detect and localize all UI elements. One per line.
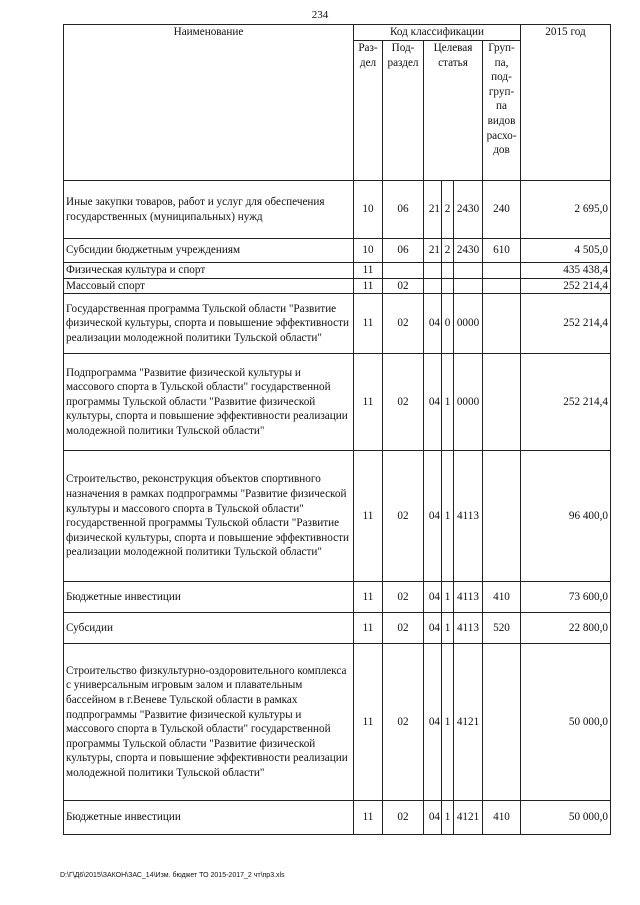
row-subsection: 02 (383, 451, 424, 582)
row-target-code: 4113 (454, 613, 483, 644)
row-amount: 96 400,0 (521, 451, 611, 582)
row-section: 11 (354, 451, 383, 582)
row-amount: 252 214,4 (521, 278, 611, 294)
table-row (64, 181, 611, 239)
row-name: Строительство, реконструкция объектов спортивного назначения в рамках подпрограммы "Развитие физической культуры и массового спорта в Тульской области" государственной программы Тульской области "Развитие физической культуры, спорта и повышение эффективности реализации молодежной политики Тульской области" (64, 451, 354, 582)
row-target-program: 04 (424, 582, 442, 613)
table-row (64, 354, 611, 451)
row-target-code (454, 263, 483, 279)
row-subsection (383, 263, 424, 279)
row-amount: 435 438,4 (521, 263, 611, 279)
table-row (64, 278, 611, 294)
row-target-program: 04 (424, 294, 442, 354)
file-path-footer: D:\Г\Д6\2015\ЗАКОН\ЗАС_14\Изм. бюджет ТО 2015-2017_2 чт\пр3.xls (60, 872, 285, 879)
header-year: 2015 год (521, 25, 611, 181)
row-target-program: 04 (424, 801, 442, 835)
table-row (64, 613, 611, 644)
row-subsection: 02 (383, 644, 424, 801)
row-section: 11 (354, 582, 383, 613)
row-section: 11 (354, 294, 383, 354)
row-expense-group (483, 263, 521, 279)
budget-table (63, 24, 611, 835)
row-target-code: 4121 (454, 644, 483, 801)
row-amount: 252 214,4 (521, 354, 611, 451)
row-expense-group: 410 (483, 582, 521, 613)
table-row (64, 451, 611, 582)
row-amount: 50 000,0 (521, 644, 611, 801)
header-target-item: Целевая статья (424, 41, 483, 181)
row-expense-group (483, 278, 521, 294)
row-target-subprogram: 1 (442, 613, 454, 644)
row-subsection: 02 (383, 278, 424, 294)
row-subsection: 06 (383, 239, 424, 263)
row-target-subprogram: 1 (442, 801, 454, 835)
row-target-subprogram (442, 263, 454, 279)
row-section: 11 (354, 613, 383, 644)
row-name: Субсидии (64, 613, 354, 644)
table-row (64, 644, 611, 801)
row-target-code: 4113 (454, 451, 483, 582)
row-target-program: 21 (424, 239, 442, 263)
table-row (64, 294, 611, 354)
header-expense-group: Груп- па, под- груп- па видов расхо- дов (483, 41, 521, 181)
row-subsection: 02 (383, 354, 424, 451)
row-target-code: 0000 (454, 294, 483, 354)
header-code-group: Код классификации (354, 25, 521, 41)
row-amount: 50 000,0 (521, 801, 611, 835)
row-name: Физическая культура и спорт (64, 263, 354, 279)
row-section: 10 (354, 239, 383, 263)
row-target-program: 04 (424, 613, 442, 644)
row-target-code: 2430 (454, 239, 483, 263)
row-name: Массовый спорт (64, 278, 354, 294)
row-expense-group (483, 294, 521, 354)
row-amount: 4 505,0 (521, 239, 611, 263)
table-row (64, 263, 611, 279)
row-target-code: 0000 (454, 354, 483, 451)
row-expense-group: 520 (483, 613, 521, 644)
row-target-subprogram: 2 (442, 181, 454, 239)
row-target-subprogram: 1 (442, 451, 454, 582)
row-amount: 2 695,0 (521, 181, 611, 239)
table-header (64, 25, 611, 181)
row-target-subprogram (442, 278, 454, 294)
row-expense-group (483, 644, 521, 801)
row-amount: 252 214,4 (521, 294, 611, 354)
row-target-program (424, 278, 442, 294)
header-section: Раз- дел (354, 41, 383, 181)
row-target-subprogram: 2 (442, 239, 454, 263)
header-name: Наименование (64, 25, 354, 181)
row-target-subprogram: 1 (442, 644, 454, 801)
table-row (64, 239, 611, 263)
row-target-code: 4121 (454, 801, 483, 835)
row-expense-group: 610 (483, 239, 521, 263)
row-name: Бюджетные инвестиции (64, 582, 354, 613)
table-row (64, 582, 611, 613)
row-subsection: 02 (383, 294, 424, 354)
row-target-subprogram: 1 (442, 354, 454, 451)
table-row (64, 801, 611, 835)
row-amount: 22 800,0 (521, 613, 611, 644)
row-expense-group (483, 451, 521, 582)
row-section: 11 (354, 263, 383, 279)
row-subsection: 06 (383, 181, 424, 239)
row-target-program: 04 (424, 354, 442, 451)
header-subsection: Под- раздел (383, 41, 424, 181)
row-section: 11 (354, 354, 383, 451)
row-subsection: 02 (383, 801, 424, 835)
row-target-code: 4113 (454, 582, 483, 613)
row-section: 11 (354, 644, 383, 801)
row-target-code (454, 278, 483, 294)
row-target-subprogram: 1 (442, 582, 454, 613)
row-target-program: 04 (424, 644, 442, 801)
row-target-program: 04 (424, 451, 442, 582)
row-name: Подпрограмма "Развитие физической культуры и массового спорта в Тульской области" государственной программы Тульской области "Развитие физической культуры, спорта и повышение эффективности реализации молодежной политики Тульской области" (64, 354, 354, 451)
row-amount: 73 600,0 (521, 582, 611, 613)
row-target-program: 21 (424, 181, 442, 239)
row-subsection: 02 (383, 582, 424, 613)
row-name: Иные закупки товаров, работ и услуг для обеспечения государственных (муниципальных) нужд (64, 181, 354, 239)
row-expense-group: 240 (483, 181, 521, 239)
row-expense-group (483, 354, 521, 451)
page-number: 234 (311, 9, 329, 21)
row-target-program (424, 263, 442, 279)
row-subsection: 02 (383, 613, 424, 644)
row-name: Строительство физкультурно-оздоровительного комплекса с универсальным игровым залом и плавательным бассейном в г.Веневе Тульской области в рамках подпрограммы "Развитие физической культуры и массового спорта в Тульской области" государственной программы Тульской области "Развитие физической культуры, спорта и повышение эффективности реализации молодежной политики Тульской области" (64, 644, 354, 801)
row-target-code: 2430 (454, 181, 483, 239)
row-section: 11 (354, 801, 383, 835)
row-name: Субсидии бюджетным учреждениям (64, 239, 354, 263)
row-section: 10 (354, 181, 383, 239)
row-expense-group: 410 (483, 801, 521, 835)
table-body (64, 181, 611, 835)
row-section: 11 (354, 278, 383, 294)
row-target-subprogram: 0 (442, 294, 454, 354)
row-name: Государственная программа Тульской области "Развитие физической культуры, спорта и повышение эффективности реализации молодежной политики Тульской области" (64, 294, 354, 354)
row-name: Бюджетные инвестиции (64, 801, 354, 835)
